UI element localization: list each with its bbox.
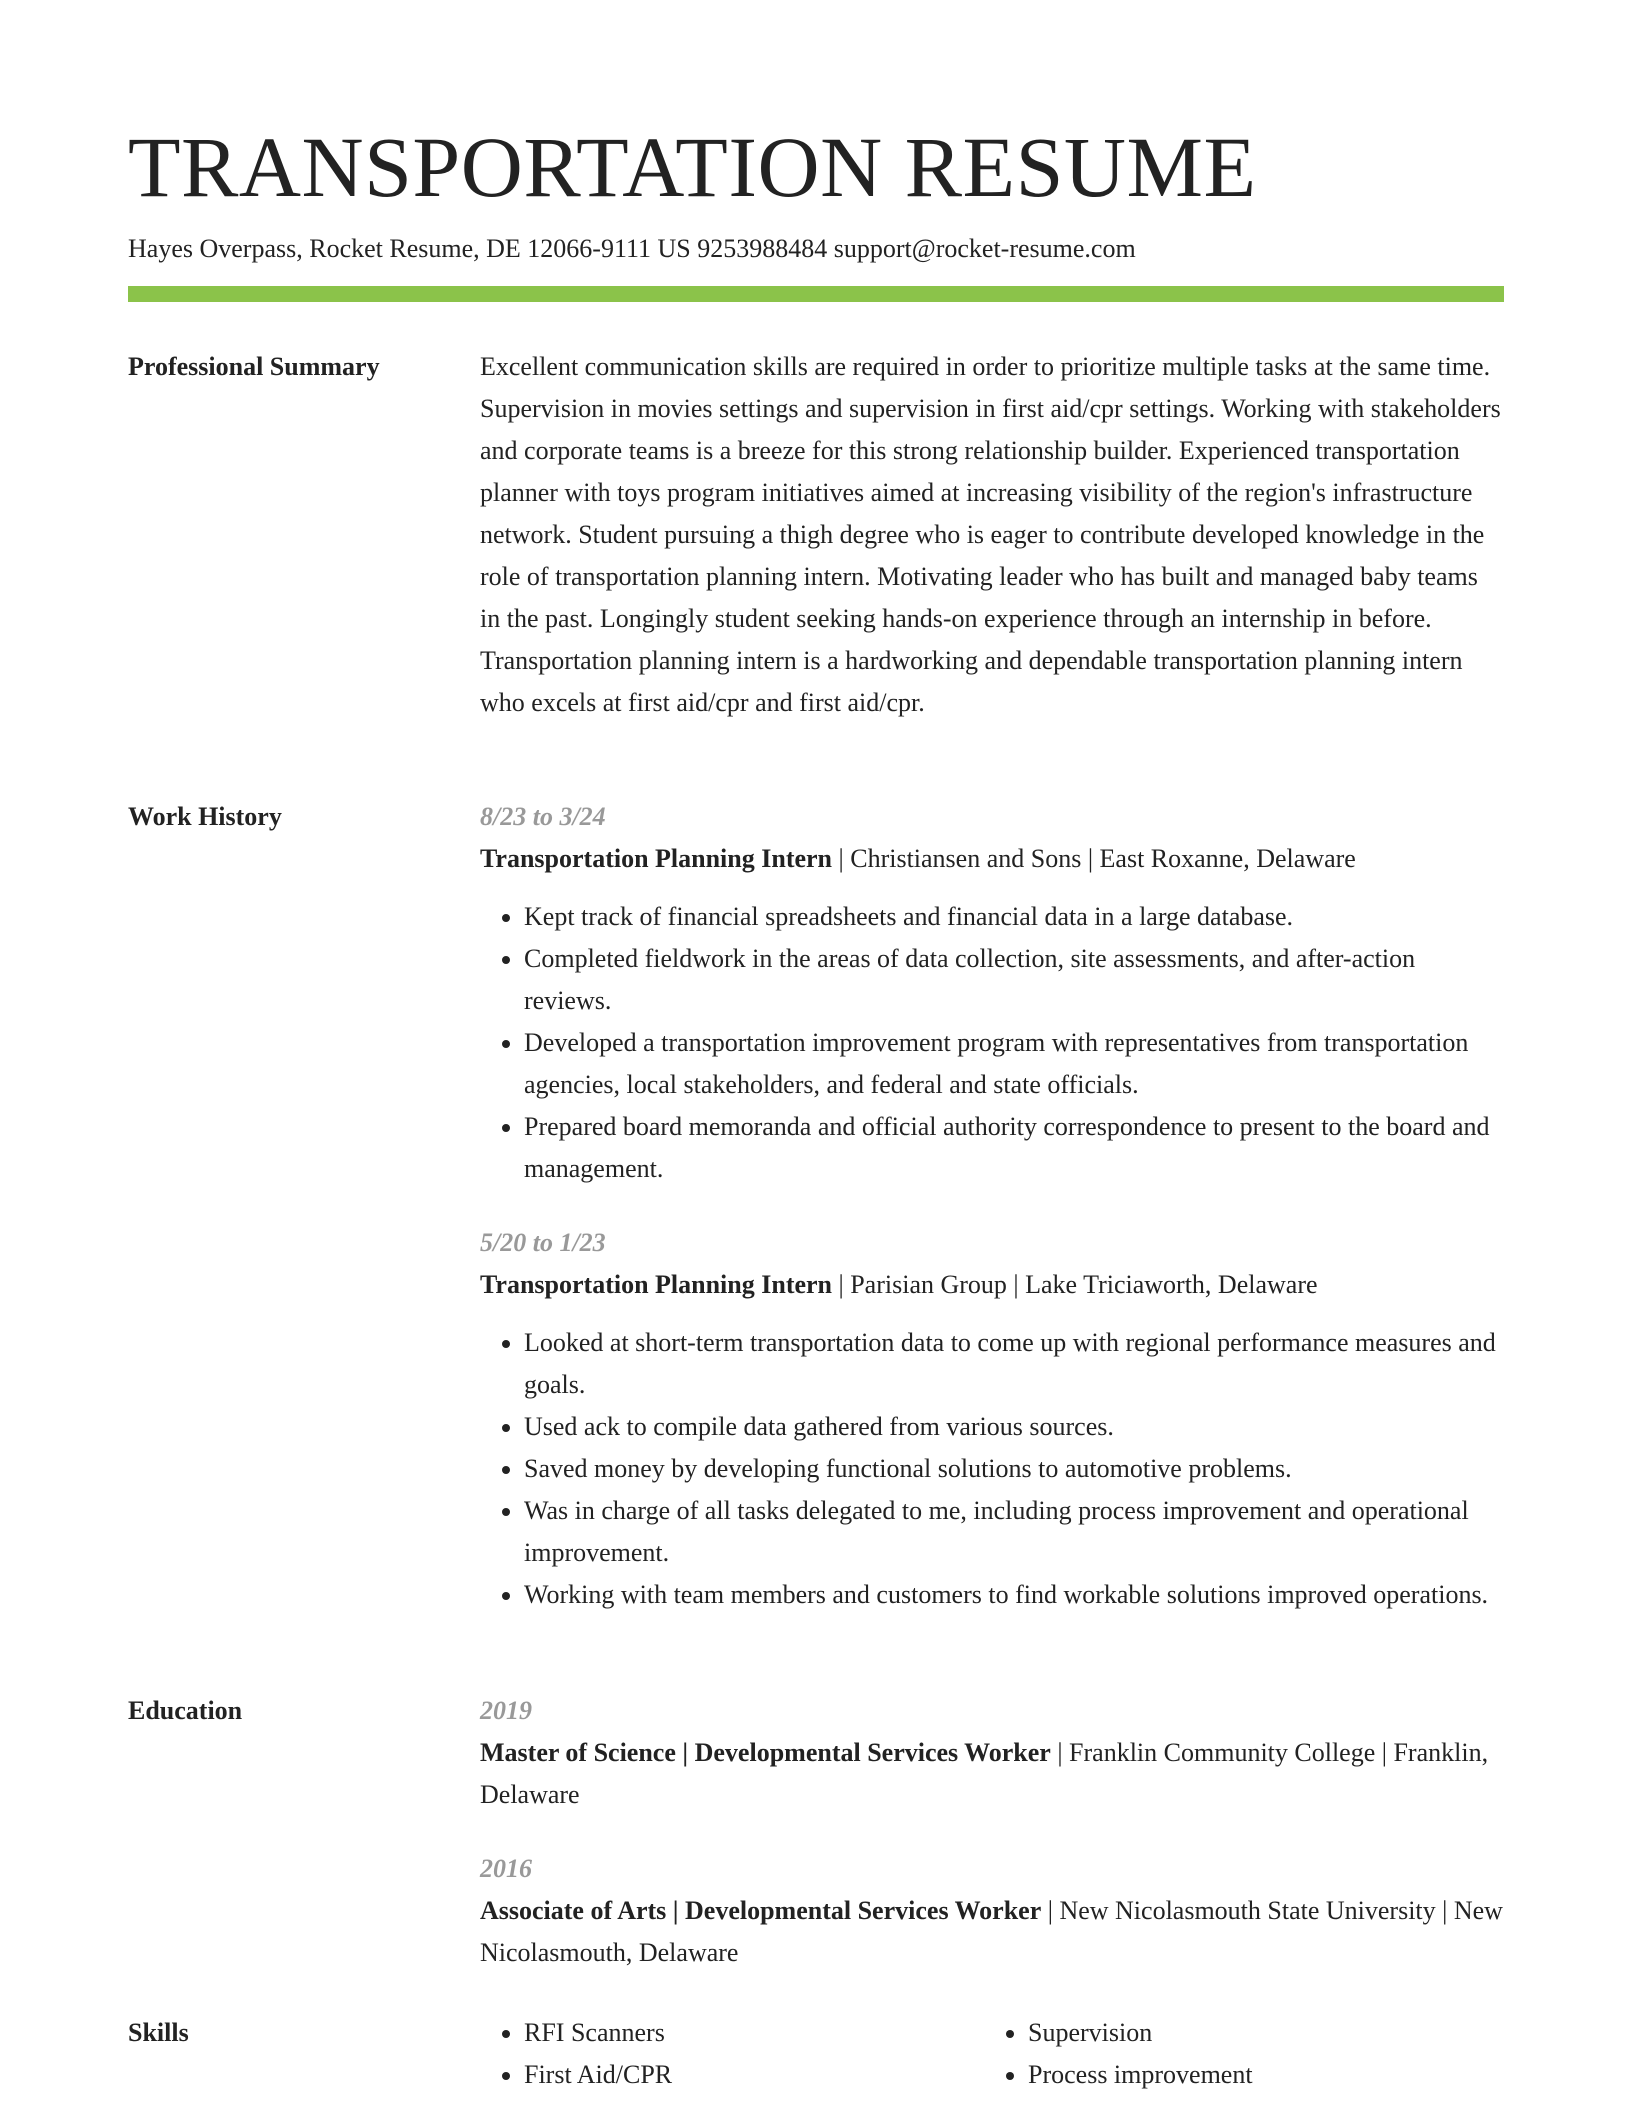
work-history-label: Work History — [128, 802, 282, 831]
work-history-body — [480, 796, 1504, 1648]
contact-line: Hayes Overpass, Rocket Resume, DE 12066-9111 US 9253988484 support@rocket-resume.com — [128, 234, 1136, 263]
skills-list — [480, 2012, 984, 2096]
education-label: Education — [128, 1696, 243, 1725]
job-bullet: • Used ack to compile data gathered from various sources. — [524, 1406, 1504, 1448]
degree-title: Associate of Arts | Developmental Services Worker — [480, 1896, 1042, 1925]
degree-title: Master of Science | Developmental Services Worker — [480, 1738, 1051, 1767]
summary-body — [480, 346, 1504, 724]
summary-label: Professional Summary — [128, 352, 380, 381]
skill-item: • RFI Scanners — [524, 2012, 984, 2054]
school-details: | Franklin Community College | Franklin, Delaware — [480, 1738, 1489, 1809]
job-details: | Parisian Group | Lake Triciaworth, Delaware — [832, 1270, 1318, 1299]
education-heading — [480, 1732, 1504, 1816]
job-bullet: • Kept track of financial spreadsheets and financial data in a large database. — [524, 896, 1504, 938]
skills-body — [480, 2012, 1504, 2096]
education-body — [480, 1690, 1504, 2006]
job-title: Transportation Planning Intern — [480, 844, 833, 873]
education-heading — [480, 1890, 1504, 1974]
school-details: | New Nicolasmouth State University | New Nicolasmouth, Delaware — [480, 1896, 1503, 1967]
skill-item: • Process improvement — [1028, 2054, 1488, 2096]
accent-divider — [128, 286, 1504, 302]
job-heading — [480, 1264, 1504, 1306]
job-bullet: • Developed a transportation improvement program with representatives from transportation agencies, local stakeholders, and federal and state officials. — [524, 1022, 1504, 1106]
job-bullet: • Was in charge of all tasks delegated to me, including process improvement and operational improvement. — [524, 1490, 1504, 1574]
job-bullet: • Prepared board memoranda and official authority correspondence to present to the board and management. — [524, 1106, 1504, 1190]
job-entry — [480, 1222, 1504, 1616]
job-bullets — [480, 1322, 1504, 1616]
job-entry — [480, 796, 1504, 1190]
job-bullets — [480, 896, 1504, 1190]
job-bullet: • Looked at short-term transportation data to come up with regional performance measures and goals. — [524, 1322, 1504, 1406]
skills-column-left — [480, 2012, 984, 2096]
education-entry — [480, 1848, 1504, 1974]
skills-label: Skills — [128, 2018, 189, 2047]
education-date: 2019 — [480, 1696, 532, 1725]
job-title: Transportation Planning Intern — [480, 1270, 833, 1299]
skill-item: • Supervision — [1028, 2012, 1488, 2054]
skills-list — [984, 2012, 1488, 2096]
job-bullet: • Working with team members and customers to find workable solutions improved operations. — [524, 1574, 1504, 1616]
job-date: 5/20 to 1/23 — [480, 1228, 606, 1257]
job-bullet: • Completed fieldwork in the areas of data collection, site assessments, and after-action reviews. — [524, 938, 1504, 1022]
skills-columns — [480, 2012, 1504, 2096]
summary-text: Excellent communication skills are required in order to prioritize multiple tasks at the same time. Supervision in movies settings and supervision in first aid/cpr settings. Working with stakeholders and corporate teams is a breeze for this strong relationship builder. Experienced transportation planner with toys program initiatives aimed at increasing visibility of the region's infrastructure network. Student pursuing a thigh degree who is eager to contribute developed knowledge in the role of transportation planning intern. Motivating leader who has built and managed baby teams in the past. Longingly student seeking hands-on experience through an internship in before. Transportation planning intern is a hardworking and dependable transportation planning intern who excels at first aid/cpr and first aid/cpr. — [480, 352, 1501, 717]
education-entry — [480, 1690, 1504, 1816]
education-date: 2016 — [480, 1854, 532, 1883]
job-heading — [480, 838, 1504, 880]
skills-column-right — [984, 2012, 1488, 2096]
job-details: | Christiansen and Sons | East Roxanne, Delaware — [832, 844, 1356, 873]
skill-item: • First Aid/CPR — [524, 2054, 984, 2096]
resume-title: TRANSPORTATION RESUME — [128, 119, 1257, 215]
job-bullet: • Saved money by developing functional solutions to automotive problems. — [524, 1448, 1504, 1490]
job-date: 8/23 to 3/24 — [480, 802, 606, 831]
